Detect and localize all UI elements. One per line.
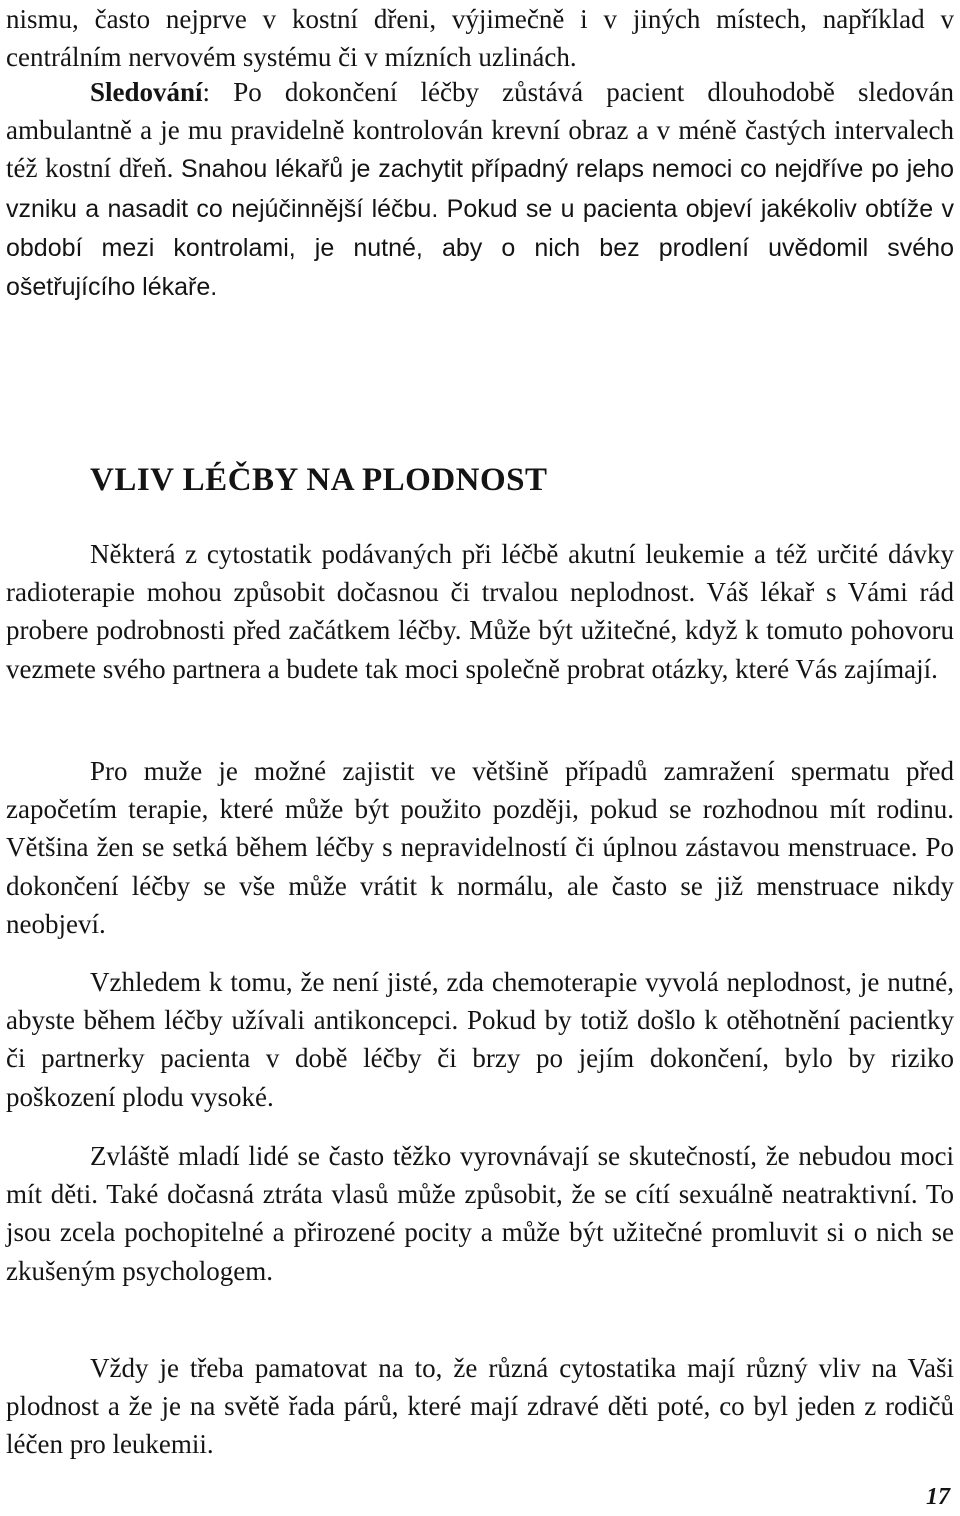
paragraph-young-people: Zvláště mladí lidé se často těžko vyrovnávají se skutečností, že nebudou moci mít děti. Také dočasná ztráta vlasů může způsobit, že se cítí sexuálně neatraktivní. To jsou zcela pochopitelné a přirozené pocity a může být užitečné promluvit si o nich se zkušeným psychologem. xyxy=(6,1141,954,1286)
monitoring-text-2: Snahou lékařů je zachytit případný relaps nemoci co nejdříve po jeho vzniku a nasadit co nejúčinnější léčbu. xyxy=(6,155,954,223)
section-heading: VLIV LÉČBY NA PLODNOST xyxy=(90,462,548,498)
paragraph-monitoring xyxy=(6,73,954,306)
paragraph-closing: Vždy je třeba pamatovat na to, že různá cytostatika mají různý vliv na Vaši plodnost a že je na světě řada párů, které mají zdravé děti poté, co byl jeden z rodičů léčen pro leukemii. xyxy=(6,1353,954,1460)
paragraph-sperm-menstruation: Pro muže je možné zajistit ve většině případů zamražení spermatu před započetím terapie, které může být použito později, pokud se rozhodnou mít rodinu. Většina žen se setká během léčby s nepravidelností či úplnou zástavou menstruace. Po dokončení léčby se vše může vrátit k normálu, ale často se již menstruace nikdy neobjeví. xyxy=(6,756,954,939)
paragraph-fertility-intro: Některá z cytostatik podávaných při léčbě akutní leukemie a též určité dávky radioterapie mohou způsobit dočasnou či trvalou neplodnost. Váš lékař s Vámi rád probere podrobnosti před začátkem léčby. Může být užitečné, když k tomuto pohovoru vezmete svého partnera a budete tak moci společně probrat otázky, které Vás zajímají. xyxy=(6,539,954,684)
paragraph-continued: nismu, často nejprve v kostní dřeni, výjimečně i v jiných místech, například v centrálním nervovém systému či v mízních uzlinách. xyxy=(6,4,954,73)
monitoring-text-1: : Po dokončení léčby zůstává pacient dlouhodobě sledován ambulantně a je mu pravidelně kontrolován krevní obraz a v méně častých intervalech též kostní dřeň. xyxy=(6,77,954,184)
monitoring-label: Sledování xyxy=(90,77,203,107)
document-page xyxy=(6,0,954,1516)
page-number: 17 xyxy=(926,1484,950,1510)
paragraph-contraception: Vzhledem k tomu, že není jisté, zda chemoterapie vyvolá neplodnost, je nutné, abyste během léčby užívali antikoncepci. Pokud by totiž došlo k otěhotnění pacientky či partnerky pacienta v době léčby či brzy po jejím dokončení, bylo by riziko poškození plodu vysoké. xyxy=(6,967,954,1112)
monitoring-text-3: Pokud se u pacienta objeví jakékoliv obtíže v období mezi kontrolami, je nutné, aby o nich bez prodlení uvědomil svého ošetřujícího lékaře. xyxy=(6,194,954,302)
